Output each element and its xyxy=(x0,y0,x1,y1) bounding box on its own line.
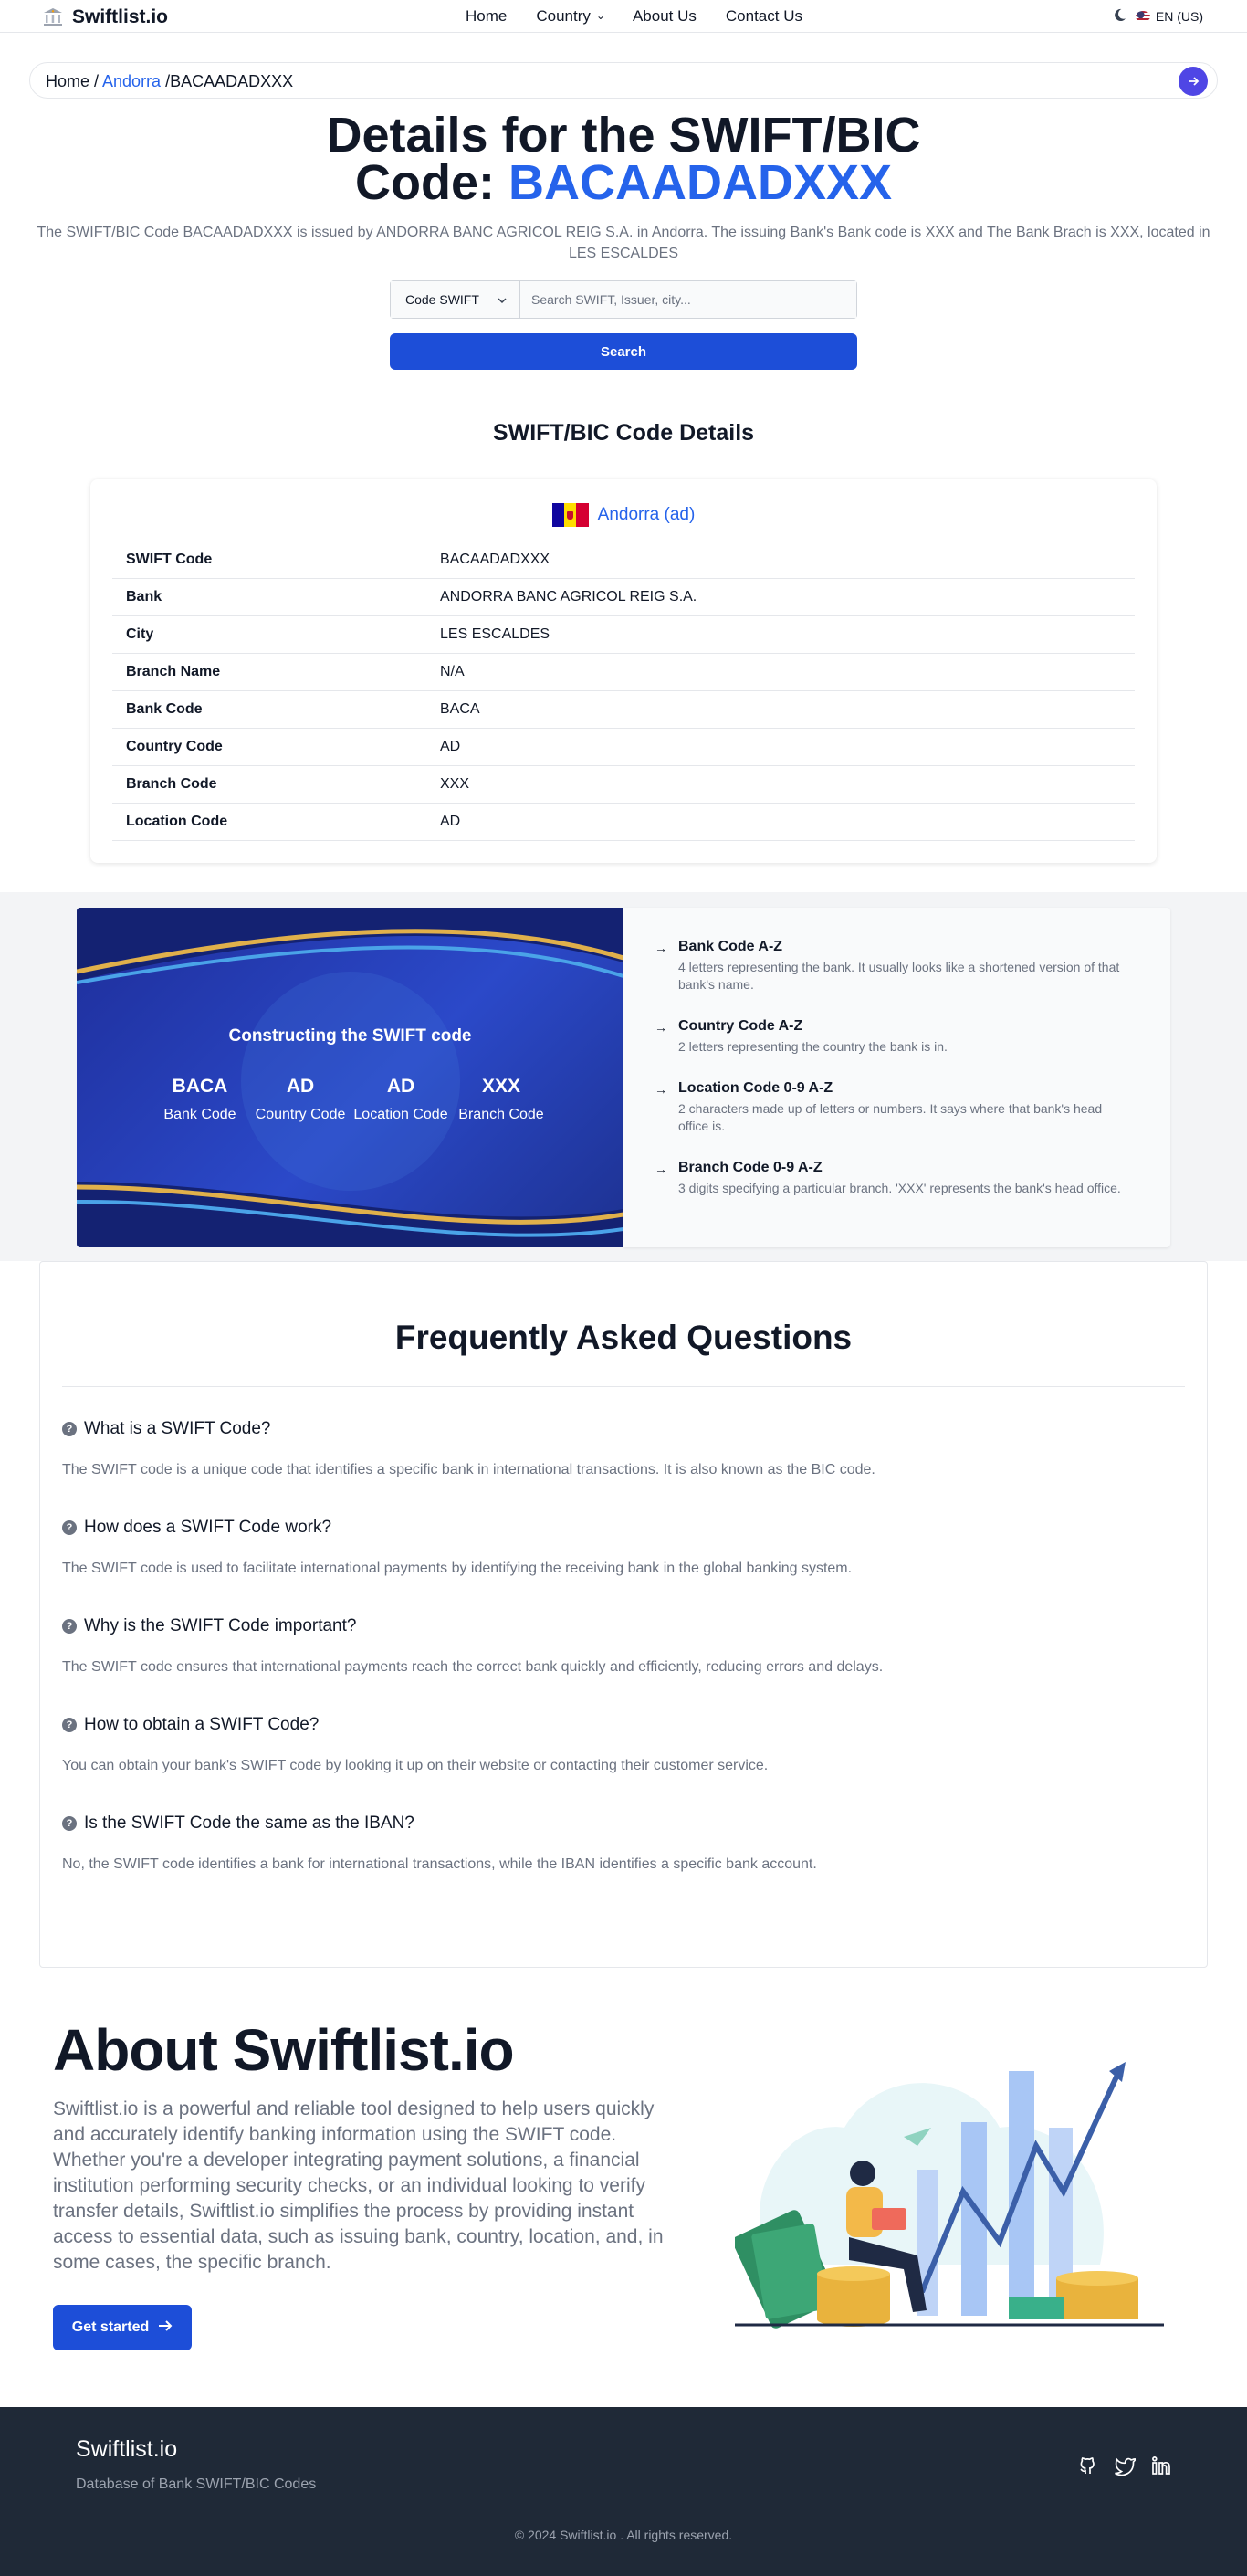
search-type-value: Code SWIFT xyxy=(405,292,479,307)
nav-home[interactable]: Home xyxy=(466,7,508,25)
code-part-value: BACA xyxy=(172,1076,228,1097)
faq-answer: The SWIFT code ensures that international payments reach the correct bank quickly and efficiently, reducing errors and delays. xyxy=(62,1659,884,1675)
top-nav xyxy=(0,0,1247,33)
brand-name: Swiftlist.io xyxy=(72,6,168,27)
search-button[interactable]: Search xyxy=(390,333,857,370)
faq-item[interactable] xyxy=(62,1419,875,1478)
arrow-right-icon[interactable] xyxy=(1179,67,1208,96)
country-link[interactable] xyxy=(90,503,1157,527)
brand-logo[interactable] xyxy=(41,5,168,29)
footer-brand[interactable]: Swiftlist.io xyxy=(76,2436,178,2462)
faq-question: How does a SWIFT Code work? xyxy=(84,1518,332,1537)
row-value: ANDORRA BANC AGRICOL REIG S.A. xyxy=(440,589,697,605)
row-value: AD xyxy=(440,739,461,754)
search-bar xyxy=(390,280,857,319)
faq-item[interactable] xyxy=(62,1616,883,1676)
title-text: Details for the SWIFT/BIC xyxy=(326,108,921,163)
faq-section xyxy=(39,1261,1208,1968)
code-part xyxy=(451,1076,551,1123)
footer xyxy=(0,2407,1247,2576)
arrow-right-icon: → xyxy=(655,1020,667,1035)
chevron-down-icon[interactable]: ⌄ xyxy=(595,9,605,22)
part-title: Branch Code 0-9 A-Z xyxy=(678,1160,823,1175)
github-icon[interactable] xyxy=(1077,2455,1099,2481)
table-row xyxy=(112,616,1135,654)
row-value: N/A xyxy=(440,664,465,679)
construct-banner xyxy=(77,908,624,1247)
code-part xyxy=(250,1076,351,1123)
code-part-label: Branch Code xyxy=(458,1107,544,1122)
faq-question: Why is the SWIFT Code important? xyxy=(84,1616,357,1635)
list-item xyxy=(655,1018,1135,1056)
country-name: Andorra (ad) xyxy=(597,505,696,524)
code-part xyxy=(150,1076,250,1123)
row-value: LES ESCALDES xyxy=(440,626,550,642)
table-row xyxy=(112,804,1135,841)
row-value: BACA xyxy=(440,701,480,717)
faq-answer: The SWIFT code is a unique code that identifies a specific bank in international transactions. It is also known as the BIC code. xyxy=(62,1462,875,1477)
bank-icon xyxy=(41,5,65,29)
faq-question: What is a SWIFT Code? xyxy=(84,1419,271,1438)
us-flag-icon xyxy=(1136,11,1150,22)
breadcrumb-current: BACAADADXXX xyxy=(170,72,294,90)
title-code: BACAADADXXX xyxy=(508,155,893,210)
construct-title: Constructing the SWIFT code xyxy=(228,1026,472,1046)
get-started-label: Get started xyxy=(71,2319,150,2335)
language-area xyxy=(1113,8,1203,25)
nav-country[interactable]: Country xyxy=(536,7,591,25)
page-title xyxy=(0,108,1247,210)
list-item xyxy=(655,939,1135,994)
faq-question: Is the SWIFT Code the same as the IBAN? xyxy=(84,1814,414,1833)
about-title: About Swiftlist.io xyxy=(53,2017,514,2083)
code-part xyxy=(351,1076,451,1123)
faq-answer: You can obtain your bank's SWIFT code by looking it up on their website or contacting their customer service. xyxy=(62,1758,769,1773)
nav-about[interactable]: About Us xyxy=(632,7,697,25)
search-type-select[interactable] xyxy=(391,281,520,318)
breadcrumb-separator: / xyxy=(89,72,103,90)
finance-illustration xyxy=(735,2045,1173,2338)
row-label: Country Code xyxy=(126,739,223,754)
breadcrumb-separator: / xyxy=(161,72,171,90)
chevron-down-icon xyxy=(498,292,507,307)
row-label: City xyxy=(126,626,154,642)
search-input[interactable] xyxy=(520,281,856,318)
andorra-flag-icon xyxy=(552,503,589,527)
list-item xyxy=(655,1160,1135,1197)
breadcrumb-country[interactable]: Andorra xyxy=(102,72,162,90)
faq-question: How to obtain a SWIFT Code? xyxy=(84,1715,320,1734)
arrow-right-icon: → xyxy=(655,1082,667,1097)
part-description: 4 letters representing the bank. It usually looks like a shortened version of that bank's name. xyxy=(678,960,1120,992)
faq-item[interactable] xyxy=(62,1518,852,1577)
list-item xyxy=(655,1080,1135,1135)
table-row xyxy=(112,691,1135,729)
question-icon: ? xyxy=(62,1718,77,1732)
arrow-right-icon xyxy=(158,2319,173,2337)
intro-text: The SWIFT/BIC Code BACAADADXXX is issued by ANDORRA BANC AGRICOL REIG S.A. in Andorra. The issuing Bank's Bank code is XXX and The Bank Brach is XXX, located in LES ESCALDES xyxy=(37,225,1210,261)
faq-title: Frequently Asked Questions xyxy=(394,1319,853,1356)
moon-icon[interactable] xyxy=(1113,8,1126,25)
about-text: Swiftlist.io is a powerful and reliable tool designed to help users quickly and accurately identify banking information using the SWIFT code. Whether you're a developer integrating payment solutions, a financial institution performing security checks, or an individual looking to verify transfer details, Swiftlist.io simplifies the process by providing instant access to essential data, such as issuing bank, country, location, and, in some cases, the specific branch. xyxy=(53,2098,664,2273)
faq-answer: No, the SWIFT code identifies a bank for international transactions, while the IBAN identifies a specific bank account. xyxy=(62,1856,817,1872)
row-label: Bank Code xyxy=(126,701,203,717)
copyright: © 2024 Swiftlist.io . All rights reserved. xyxy=(514,2528,733,2542)
table-row xyxy=(112,654,1135,691)
breadcrumb-home[interactable]: Home xyxy=(46,72,90,90)
nav-links xyxy=(466,7,802,26)
faq-item[interactable] xyxy=(62,1715,768,1774)
arrow-right-icon: → xyxy=(655,941,667,955)
details-title: SWIFT/BIC Code Details xyxy=(492,420,755,446)
linkedin-icon[interactable] xyxy=(1150,2455,1172,2481)
faq-divider xyxy=(62,1386,1185,1387)
get-started-button[interactable] xyxy=(53,2305,192,2350)
part-description: 2 letters representing the country the bank is in. xyxy=(678,1039,948,1054)
code-part-label: Location Code xyxy=(353,1107,448,1122)
details-table xyxy=(112,541,1135,841)
row-label: Location Code xyxy=(126,814,228,829)
table-row xyxy=(112,729,1135,766)
language-selector[interactable]: EN (US) xyxy=(1155,9,1203,24)
construct-codes xyxy=(150,1076,551,1123)
row-label: Branch Code xyxy=(126,776,217,792)
code-part-value: AD xyxy=(286,1076,315,1097)
social-links xyxy=(1077,2455,1172,2481)
faq-answer: The SWIFT code is used to facilitate international payments by identifying the receiving bank in the global banking system. xyxy=(62,1561,853,1576)
row-value: XXX xyxy=(440,776,470,792)
code-part-value: XXX xyxy=(481,1076,521,1097)
twitter-icon[interactable] xyxy=(1114,2455,1136,2481)
question-icon: ? xyxy=(62,1816,77,1831)
code-part-label: Country Code xyxy=(255,1107,346,1122)
faq-item[interactable] xyxy=(62,1814,817,1873)
row-value: BACAADADXXX xyxy=(440,552,550,567)
details-card xyxy=(90,479,1157,863)
code-part-label: Bank Code xyxy=(163,1107,236,1122)
nav-contact[interactable]: Contact Us xyxy=(725,7,802,25)
row-value: AD xyxy=(440,814,461,829)
part-description: 3 digits specifying a particular branch. 'XXX' represents the bank's head office. xyxy=(678,1181,1121,1195)
part-title: Country Code A-Z xyxy=(678,1018,803,1034)
table-row xyxy=(112,541,1135,579)
row-label: Branch Name xyxy=(126,664,221,679)
question-icon: ? xyxy=(62,1520,77,1535)
question-icon: ? xyxy=(62,1619,77,1634)
arrow-right-icon: → xyxy=(655,1162,667,1176)
part-title: Location Code 0-9 A-Z xyxy=(678,1080,833,1096)
part-title: Bank Code A-Z xyxy=(678,939,783,954)
row-label: SWIFT Code xyxy=(126,552,213,567)
code-parts-list xyxy=(624,908,1170,1247)
row-label: Bank xyxy=(126,589,162,605)
breadcrumb xyxy=(29,62,1218,99)
part-description: 2 characters made up of letters or numbers. It says where that bank's head office is. xyxy=(678,1101,1103,1133)
question-icon: ? xyxy=(62,1422,77,1436)
table-row xyxy=(112,766,1135,804)
table-row xyxy=(112,579,1135,616)
footer-tagline: Database of Bank SWIFT/BIC Codes xyxy=(76,2476,317,2492)
code-part-value: AD xyxy=(386,1076,415,1097)
title-code-label: Code: xyxy=(354,155,508,210)
